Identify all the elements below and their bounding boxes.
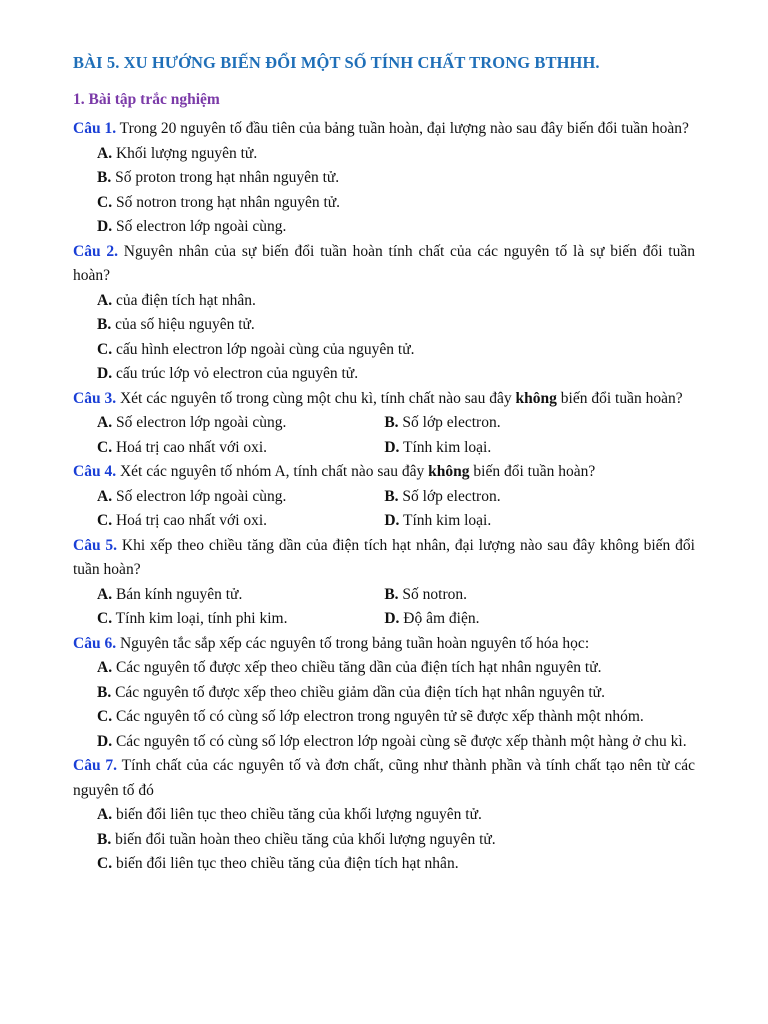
option-text: của điện tích hạt nhân. xyxy=(112,291,256,309)
option-text: Số notron. xyxy=(398,585,467,603)
option-text: của số hiệu nguyên tử. xyxy=(111,316,255,333)
option-letter: A. xyxy=(97,414,113,431)
option-letter: A. xyxy=(97,487,113,505)
option-text: Số electron lớp ngoài cùng. xyxy=(112,218,287,235)
emphasis-word: không xyxy=(428,463,470,480)
option-text: Tính kim loại. xyxy=(399,438,492,456)
option-letter: B. xyxy=(97,169,112,186)
option-letter: A. xyxy=(97,585,113,603)
option-letter: B. xyxy=(97,683,112,701)
option-text: Các nguyên tố có cùng số lớp electron lớp ngoài cùng sẽ được xếp thành một hàng ở chu kì. xyxy=(112,732,687,750)
option-text: cấu hình electron lớp ngoài cùng của nguyên tử. xyxy=(112,340,415,358)
option-letter: A. xyxy=(97,144,113,162)
option-row xyxy=(73,583,695,608)
option-text: Số lớp electron. xyxy=(398,487,501,505)
option-text: Các nguyên tố được xếp theo chiều tăng dần của điện tích hạt nhân nguyên tử. xyxy=(112,659,602,676)
option-row xyxy=(73,485,695,510)
option-letter: A. xyxy=(97,806,113,823)
option-text: Hoá trị cao nhất với oxi. xyxy=(112,512,268,529)
option-text: Số lớp electron. xyxy=(398,414,501,431)
option-6b xyxy=(73,681,695,706)
option-4d xyxy=(384,509,695,534)
option-letter: D. xyxy=(384,512,400,529)
question-5 xyxy=(73,534,695,583)
option-row xyxy=(73,411,695,436)
option-letter: C. xyxy=(97,708,113,725)
option-4a xyxy=(73,485,384,510)
option-text: Hoá trị cao nhất với oxi. xyxy=(112,438,268,456)
emphasis-word: không xyxy=(515,389,557,407)
section-heading: 1. Bài tập trắc nghiệm xyxy=(73,91,220,108)
option-text: Số proton trong hạt nhân nguyên tử. xyxy=(111,169,340,186)
question-text: Nguyên tắc sắp xếp các nguyên tố trong bảng tuần hoàn nguyên tố hóa học: xyxy=(116,634,590,652)
option-text: Bán kính nguyên tử. xyxy=(112,585,243,603)
question-label: Câu 3. xyxy=(73,389,117,407)
option-text: biến đổi tuần hoàn theo chiều tăng của khối lượng nguyên tử. xyxy=(111,830,496,848)
question-text-end: biến đổi tuần hoàn? xyxy=(556,389,683,407)
question-3 xyxy=(73,387,695,412)
option-text: Số notron trong hạt nhân nguyên tử. xyxy=(112,193,341,211)
option-text: Số electron lớp ngoài cùng. xyxy=(112,414,287,431)
question-4 xyxy=(73,460,695,485)
question-label: Câu 2. xyxy=(73,242,118,260)
option-row xyxy=(73,436,695,461)
option-row xyxy=(73,509,695,534)
option-5d xyxy=(384,607,695,632)
option-1a xyxy=(73,142,695,167)
question-text: Tính chất của các nguyên tố và đơn chất, cũng như thành phần và tính chất tạo nên từ các nguyên tố đó xyxy=(73,757,695,799)
question-text: Xét các nguyên tố nhóm A, tính chất nào sau đây xyxy=(116,463,429,480)
option-2d xyxy=(73,362,695,387)
option-letter: C. xyxy=(97,610,113,627)
question-label: Câu 4. xyxy=(73,463,117,480)
option-text: Khối lượng nguyên tử. xyxy=(112,144,258,162)
question-text: Trong 20 nguyên tố đầu tiên của bảng tuần hoàn, đại lượng nào sau đây biến đổi tuần hoàn? xyxy=(116,120,689,137)
option-6d xyxy=(73,730,695,755)
option-4b xyxy=(384,485,695,510)
option-letter: B. xyxy=(384,585,399,603)
option-text: Độ âm điện. xyxy=(399,610,480,627)
option-text: Tính kim loại. xyxy=(399,512,492,529)
option-text: Các nguyên tố có cùng số lớp electron trong nguyên tử sẽ được xếp thành một nhóm. xyxy=(112,708,644,725)
option-2c xyxy=(73,338,695,363)
question-1 xyxy=(73,117,695,142)
option-2a xyxy=(73,289,695,314)
option-text: biến đổi liên tục theo chiều tăng của điện tích hạt nhân. xyxy=(112,855,459,872)
option-7b xyxy=(73,828,695,853)
question-text: Nguyên nhân của sự biến đổi tuần hoàn tính chất của các nguyên tố là sự biến đổi tuần hoàn? xyxy=(73,242,695,284)
question-label: Câu 1. xyxy=(73,120,117,137)
option-letter: C. xyxy=(97,438,113,456)
option-1d xyxy=(73,215,695,240)
option-5c xyxy=(73,607,384,632)
option-text: Tính kim loại, tính phi kim. xyxy=(112,610,288,627)
option-letter: D. xyxy=(384,610,400,627)
option-letter: C. xyxy=(97,855,113,872)
option-letter: A. xyxy=(97,659,113,676)
question-label: Câu 6. xyxy=(73,634,117,652)
option-text: Các nguyên tố được xếp theo chiều giảm dần của điện tích hạt nhân nguyên tử. xyxy=(111,683,605,701)
option-5b xyxy=(384,583,695,608)
option-letter: C. xyxy=(97,340,113,358)
option-2b xyxy=(73,313,695,338)
question-list xyxy=(73,117,695,877)
option-7c xyxy=(73,852,695,877)
question-label: Câu 7. xyxy=(73,757,118,774)
option-letter: C. xyxy=(97,512,113,529)
option-letter: B. xyxy=(97,316,112,333)
option-3a xyxy=(73,411,384,436)
option-3d xyxy=(384,436,695,461)
question-6 xyxy=(73,632,695,657)
option-5a xyxy=(73,583,384,608)
option-letter: B. xyxy=(384,487,399,505)
option-letter: C. xyxy=(97,193,113,211)
option-letter: B. xyxy=(97,830,112,848)
option-6c xyxy=(73,705,695,730)
question-2 xyxy=(73,240,695,289)
option-row xyxy=(73,607,695,632)
question-text-end: biến đổi tuần hoàn? xyxy=(469,463,596,480)
option-3c xyxy=(73,436,384,461)
option-6a xyxy=(73,656,695,681)
question-text: Khi xếp theo chiều tăng dần của điện tích hạt nhân, đại lượng nào sau đây không biến đổi tuần hoàn? xyxy=(73,536,695,578)
option-letter: D. xyxy=(97,365,113,382)
option-3b xyxy=(384,411,695,436)
question-7 xyxy=(73,754,695,803)
option-letter: A. xyxy=(97,291,113,309)
question-text: Xét các nguyên tố trong cùng một chu kì, tính chất nào sau đây xyxy=(116,389,516,407)
option-letter: D. xyxy=(97,732,113,750)
option-letter: D. xyxy=(97,218,113,235)
option-1b xyxy=(73,166,695,191)
option-1c xyxy=(73,191,695,216)
option-letter: B. xyxy=(384,414,399,431)
option-text: biến đổi liên tục theo chiều tăng của khối lượng nguyên tử. xyxy=(112,806,482,823)
lesson-title: BÀI 5. XU HƯỚNG BIẾN ĐỔI MỘT SỐ TÍNH CHẤT TRONG BTHHH. xyxy=(73,53,600,72)
option-4c xyxy=(73,509,384,534)
question-label: Câu 5. xyxy=(73,536,118,554)
option-letter: D. xyxy=(384,438,400,456)
option-7a xyxy=(73,803,695,828)
option-text: Số electron lớp ngoài cùng. xyxy=(112,487,287,505)
option-text: cấu trúc lớp vỏ electron của nguyên tử. xyxy=(112,365,359,382)
